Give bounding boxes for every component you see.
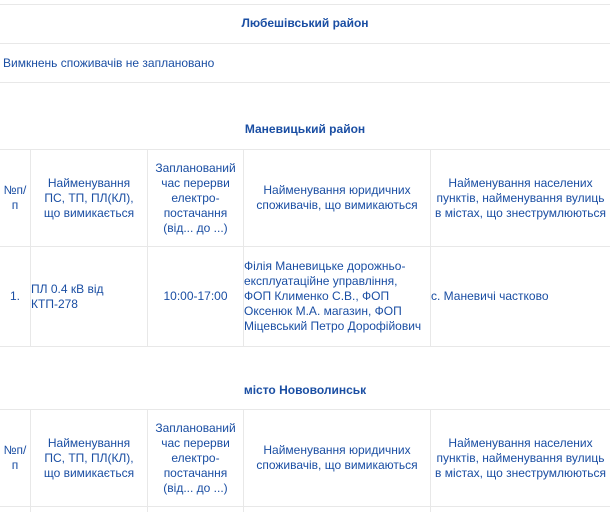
divider (0, 82, 610, 83)
header-object: Найменування ПС, ТП, ПЛ(КЛ), що вимикається (43, 175, 135, 220)
header-settlements: Найменування населених пунктів, найменування вулиць в містах, що знеструмлюються (435, 435, 607, 480)
divider (0, 346, 610, 347)
header-consumers: Найменування юридичних споживачів, що вимикаються (256, 183, 418, 212)
divider (0, 4, 610, 5)
cell-consumers: Філія Маневицьке дорожньо-експлуатаційне управління, ФОП Клименко С.В., ФОП Оксенюк М.А. магазин, ФОП Міцевський Петро Дорофійович (244, 259, 422, 333)
header-number: №п/п (3, 183, 27, 212)
cell-time: 10:00-17:00 (163, 289, 228, 303)
cell-settlements: с. Маневичі частково (431, 289, 549, 303)
header-consumers: Найменування юридичних споживачів, що вимикаються (256, 443, 418, 472)
header-number: №п/п (3, 443, 27, 472)
divider (0, 43, 610, 44)
district-title-lyubeshiv: Любешівський район (241, 16, 369, 30)
no-outages-message: Вимкнень споживачів не заплановано (3, 56, 215, 70)
header-object: Найменування ПС, ТП, ПЛ(КЛ), що вимикається (43, 435, 135, 480)
district-title-novovolynsk: місто Нововолинськ (243, 383, 367, 397)
header-time: Запланований час перерви електро-постачання (від... до ...) (155, 160, 236, 235)
district-title-manevychi: Маневицький район (244, 122, 366, 136)
header-settlements: Найменування населених пунктів, найменування вулиць в містах, що знеструмлюються (435, 175, 607, 220)
header-time: Запланований час перерви електро-постачання (від... до ...) (155, 420, 236, 495)
cell-number: 1. (9, 289, 20, 303)
divider (0, 506, 610, 507)
cell-object: ПЛ 0.4 кВ від КТП-278 (31, 281, 104, 311)
